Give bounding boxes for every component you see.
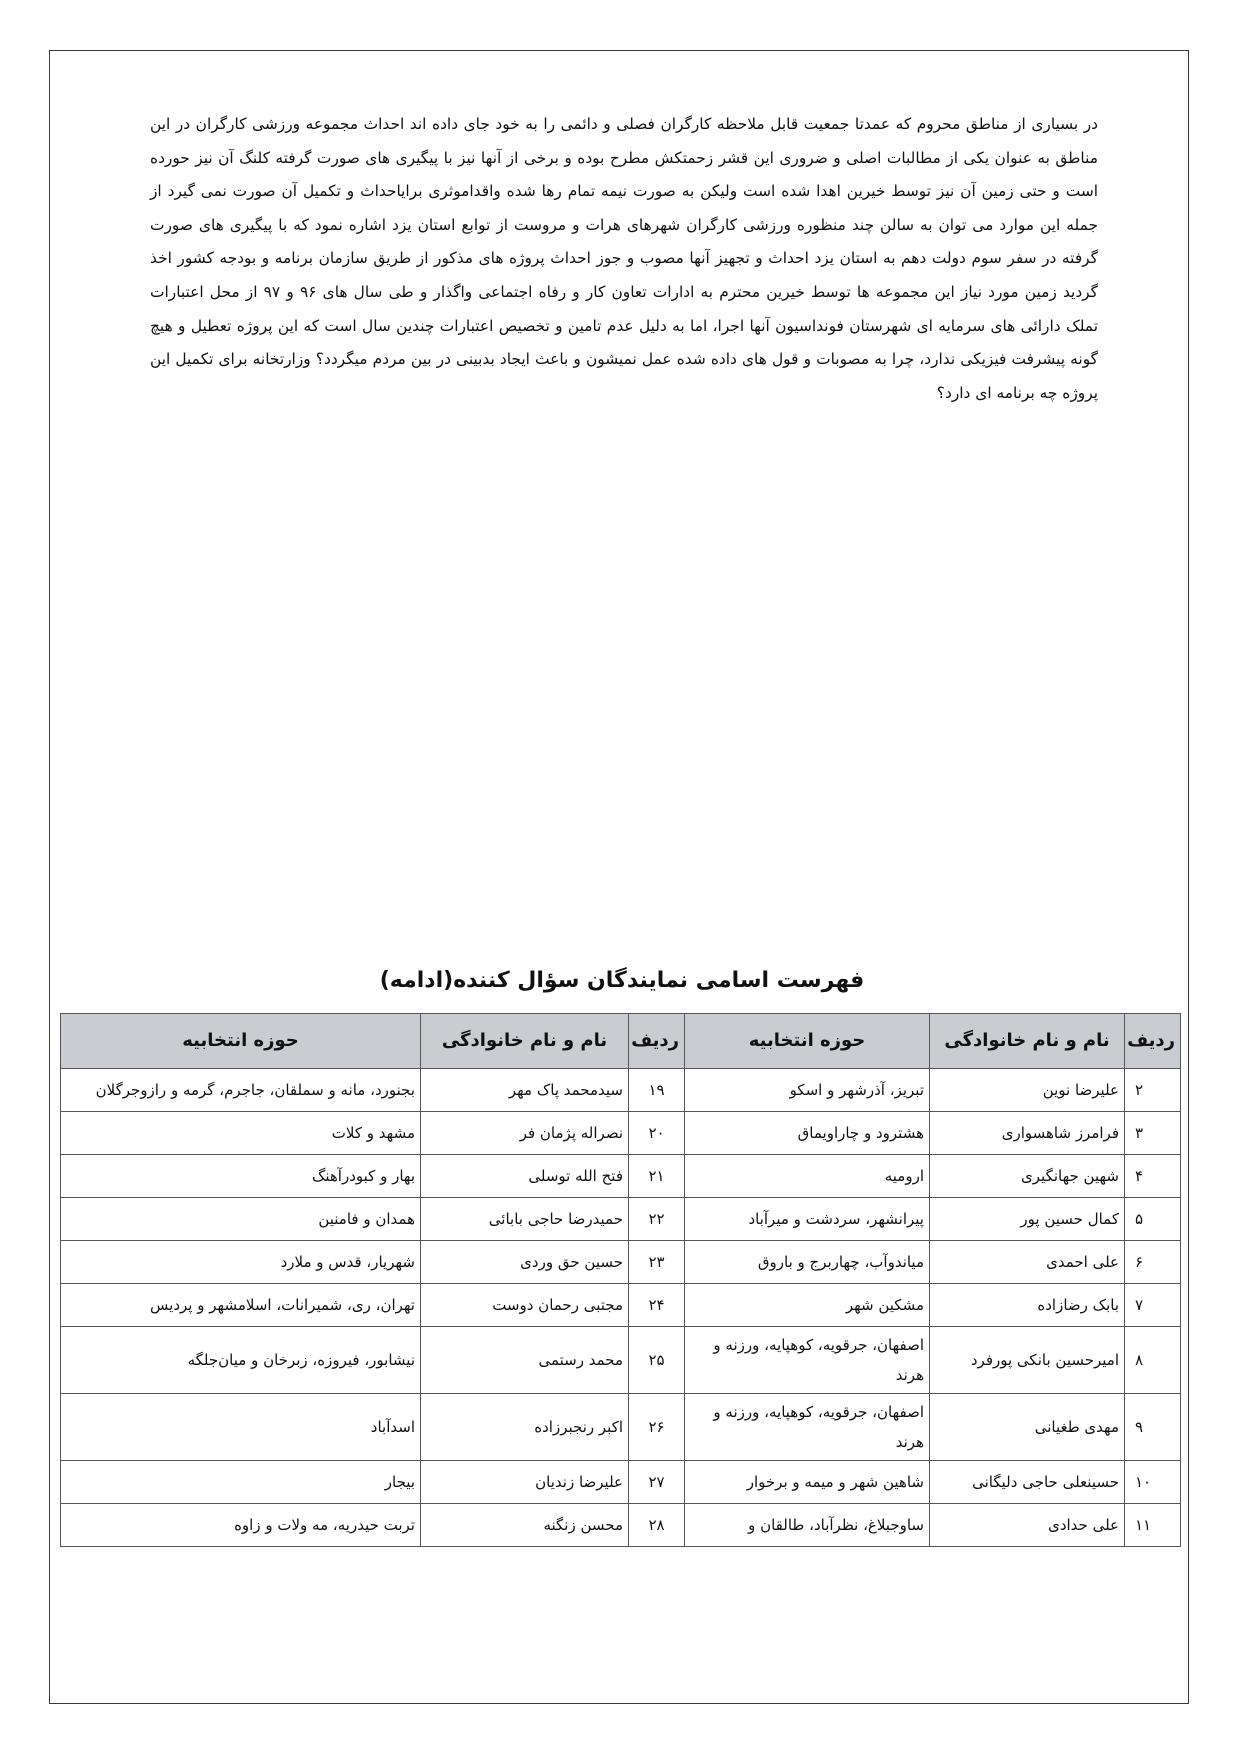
row-number-2: ۱۹: [629, 1069, 685, 1112]
constituency: شاهین شهر و میمه و برخوار: [685, 1461, 930, 1504]
member-name-2: حسین حق وردی: [421, 1241, 629, 1284]
table-row: [61, 1394, 1181, 1461]
member-name: حسینعلی حاجی دلیگانی: [930, 1461, 1125, 1504]
constituency: اصفهان، جرقویه، کوهپایه، ورزنه و هرند: [685, 1394, 930, 1461]
member-name: فرامرز شاهسواری: [930, 1112, 1125, 1155]
row-number-2: ۲۱: [629, 1155, 685, 1198]
member-name-2: محمد رستمی: [421, 1327, 629, 1394]
constituency: ارومیه: [685, 1155, 930, 1198]
member-name-2: حمیدرضا حاجی بابائی: [421, 1198, 629, 1241]
constituency-2: بیجار: [61, 1461, 421, 1504]
constituency-2: تهران، ری، شمیرانات، اسلامشهر و پردیس: [61, 1284, 421, 1327]
row-number: ۷: [1125, 1284, 1181, 1327]
constituency-2: مشهد و کلات: [61, 1112, 421, 1155]
constituency-2: نیشابور، فیروزه، زبرخان و میان‌جلگه: [61, 1327, 421, 1394]
row-number: ۸: [1125, 1327, 1181, 1394]
representatives-table: [60, 1013, 1181, 1547]
member-name-2: اکبر رنجبرزاده: [421, 1394, 629, 1461]
member-name-2: محسن زنگنه: [421, 1504, 629, 1547]
question-paragraph: در بسیاری از مناطق محروم که عمدتا جمعیت قابل ملاحظه کارگران فصلی و دائمی را به خود جای داده اند احداث مجموعه ورزشی کارگران در این مناطق به عنوان یکی از مطالبات اصلی و ضروری این قشر زحمتکش مطرح بوده و برخی از آنها نیز با پیگیری های صورت گرفته کلنگ آن نیز حورده است و حتی زمین آن نیز توسط خیرین اهدا شده است ولیکن به صورت نیمه تمام رها شده واقداموثری برایاحداث و تکمیل آن صورت نمی گیرد از جمله این موارد می توان به سالن چند منظوره ورزشی کارگران شهرهای هرات و مروست از توابع استان یزد اشاره نمود که با پیگیری های صورت گرفته در سفر سوم دولت دهم به استان یزد احداث و تجهیز آنها مصوب و جوز احداث پروژه های مذکور از طریق سازمان برنامه و بودجه کشور اخذ گردید زمین مورد نیاز این مجموعه ها توسط خیرین محترم به ادارات تعاون کار و رفاه اجتماعی واگذار و طی سال های ۹۶ و ۹۷ از محل اعتبارات تملک دارائی های سرمایه ای شهرستان فونداسیون آنها اجرا، اما به دلیل عدم تامین و تخصیص اعتبارات چندین سال است که این پروژه تعطیل و هیچ گونه پیشرفت فیزیکی ندارد، چرا به مصوبات و قول های داده شده عمل نمیشون و باعث ایجاد بدبینی در بین مردم میگردد؟ وزارتخانه برای تکمیل این پروژه چه برنامه ای دارد؟: [150, 115, 1099, 402]
row-number-2: ۲۵: [629, 1327, 685, 1394]
member-name-2: فتح الله توسلی: [421, 1155, 629, 1198]
header-full-name: نام و نام خانوادگی: [930, 1014, 1125, 1069]
header-row-number: ردیف: [1125, 1014, 1181, 1069]
row-number-2: ۲۴: [629, 1284, 685, 1327]
member-name-2: مجتبی رحمان دوست: [421, 1284, 629, 1327]
table-row: [61, 1241, 1181, 1284]
header-row-number-2: ردیف: [629, 1014, 685, 1069]
header-constituency-2: حوزه انتخابیه: [61, 1014, 421, 1069]
table-row: [61, 1198, 1181, 1241]
table-row: [61, 1155, 1181, 1198]
member-name: امیرحسین بانکی پورفرد: [930, 1327, 1125, 1394]
row-number-2: ۲۷: [629, 1461, 685, 1504]
constituency: پیرانشهر، سردشت و میرآباد: [685, 1198, 930, 1241]
constituency: تبریز، آذرشهر و اسکو: [685, 1069, 930, 1112]
member-name: علی حدادی: [930, 1504, 1125, 1547]
constituency-2: شهریار، قدس و ملارد: [61, 1241, 421, 1284]
table-row: [61, 1069, 1181, 1112]
constituency-2: همدان و فامنین: [61, 1198, 421, 1241]
constituency-2: اسدآباد: [61, 1394, 421, 1461]
row-number: ۱۱: [1125, 1504, 1181, 1547]
table-row: [61, 1284, 1181, 1327]
row-number: ۶: [1125, 1241, 1181, 1284]
table-row: [61, 1112, 1181, 1155]
row-number: ۱۰: [1125, 1461, 1181, 1504]
row-number: ۹: [1125, 1394, 1181, 1461]
member-name: علی احمدی: [930, 1241, 1125, 1284]
constituency: میاندوآب، چهاربرج و باروق: [685, 1241, 930, 1284]
member-name: شهین جهانگیری: [930, 1155, 1125, 1198]
table-row: [61, 1461, 1181, 1504]
row-number-2: ۲۸: [629, 1504, 685, 1547]
table-row: [61, 1327, 1181, 1394]
row-number: ۲: [1125, 1069, 1181, 1112]
table-row: [61, 1504, 1181, 1547]
member-name-2: سیدمحمد پاک مهر: [421, 1069, 629, 1112]
member-name-2: نصراله پژمان فر: [421, 1112, 629, 1155]
header-constituency: حوزه انتخابیه: [685, 1014, 930, 1069]
constituency-2: تربت حیدریه، مه ولات و زاوه: [61, 1504, 421, 1547]
constituency: ساوجبلاغ، نظرآباد، طالقان و: [685, 1504, 930, 1547]
constituency-2: بجنورد، مانه و سملقان، جاجرم، گرمه و رازوجرگلان: [61, 1069, 421, 1112]
row-number: ۵: [1125, 1198, 1181, 1241]
member-name: علیرضا نوین: [930, 1069, 1125, 1112]
row-number-2: ۲۶: [629, 1394, 685, 1461]
member-name: کمال حسین پور: [930, 1198, 1125, 1241]
constituency: اصفهان، جرقویه، کوهپایه، ورزنه و هرند: [685, 1327, 930, 1394]
constituency: هشترود و چاراویماق: [685, 1112, 930, 1155]
member-name: بابک رضازاده: [930, 1284, 1125, 1327]
row-number-2: ۲۲: [629, 1198, 685, 1241]
row-number-2: ۲۰: [629, 1112, 685, 1155]
header-full-name-2: نام و نام خانوادگی: [421, 1014, 629, 1069]
row-number: ۴: [1125, 1155, 1181, 1198]
row-number: ۳: [1125, 1112, 1181, 1155]
constituency-2: بهار و کبودرآهنگ: [61, 1155, 421, 1198]
member-name: مهدی طغیانی: [930, 1394, 1125, 1461]
constituency: مشکین شهر: [685, 1284, 930, 1327]
member-name-2: علیرضا زندیان: [421, 1461, 629, 1504]
row-number-2: ۲۳: [629, 1241, 685, 1284]
table-header-row: [61, 1014, 1181, 1069]
table-title: فهرست اسامی نمایندگان سؤال کننده(ادامه): [379, 968, 865, 993]
